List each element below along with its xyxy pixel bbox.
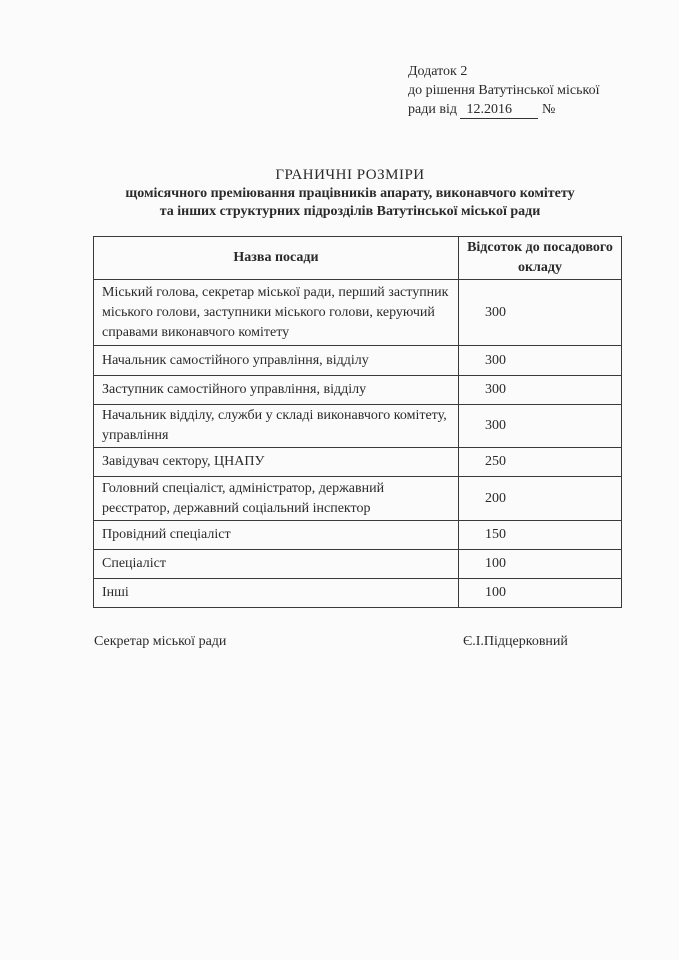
- row-name: Заступник самостійного управління, відділу: [94, 376, 459, 405]
- row-name: Інші: [94, 579, 459, 608]
- row-percent: 250: [459, 448, 622, 477]
- row-percent: 300: [459, 280, 622, 346]
- row-name: Головний спеціаліст, адміністратор, державний реєстратор, державний соціальний інспектор: [94, 477, 459, 521]
- document-title: [60, 165, 640, 221]
- signature-name: Є.І.Підцерковний: [463, 634, 568, 649]
- table-row: [94, 405, 622, 448]
- header-position-name: Назва посади: [94, 237, 459, 280]
- row-name: Начальник самостійного управління, відділу: [94, 346, 459, 376]
- row-percent: 100: [459, 550, 622, 579]
- row-percent: 300: [459, 346, 622, 376]
- row-name: Начальник відділу, служби у складі виконавчого комітету, управління: [94, 405, 459, 448]
- row-percent: 300: [459, 376, 622, 405]
- bonus-table: [93, 236, 622, 608]
- row-percent: 200: [459, 477, 622, 521]
- annex-date-line: [408, 100, 648, 119]
- title-main: ГРАНИЧНІ РОЗМІРИ: [275, 167, 425, 183]
- table-header-row: [94, 237, 622, 280]
- row-name: Міський голова, секретар міської ради, перший заступник міського голови, заступники міського голови, керуючий справами виконавчого комітету: [94, 280, 459, 346]
- title-subtitle-1: щомісячного преміювання працівників апарату, виконавчого комітету: [125, 186, 575, 201]
- table-row: [94, 477, 622, 521]
- row-percent: 150: [459, 521, 622, 550]
- table-row: [94, 521, 622, 550]
- signature-position: Секретар міської ради: [94, 634, 227, 649]
- row-percent: 100: [459, 579, 622, 608]
- row-percent: 300: [459, 405, 622, 448]
- annex-header: [408, 62, 648, 119]
- table-row: [94, 579, 622, 608]
- table-row: [94, 448, 622, 477]
- table-row: [94, 550, 622, 579]
- annex-date: 12.2016: [460, 102, 538, 119]
- title-subtitle-2: та інших структурних підрозділів Ватутінської міської ради: [159, 204, 541, 219]
- row-name: Завідувач сектору, ЦНАПУ: [94, 448, 459, 477]
- annex-number-sign: №: [541, 102, 556, 117]
- table-row: [94, 280, 622, 346]
- annex-date-prefix: ради від: [408, 102, 457, 117]
- table-row: [94, 376, 622, 405]
- row-name: Спеціаліст: [94, 550, 459, 579]
- annex-number: Додаток 2: [408, 64, 468, 79]
- header-percent: Відсоток до посадового окладу: [459, 237, 622, 280]
- annex-decision: до рішення Ватутінської міської: [408, 83, 600, 98]
- table-row: [94, 346, 622, 376]
- row-name: Провідний спеціаліст: [94, 521, 459, 550]
